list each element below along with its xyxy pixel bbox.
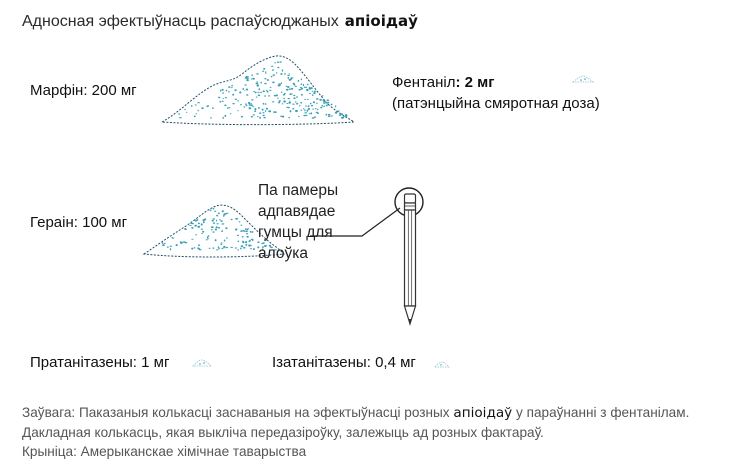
fentanyl-label: Фентаніл: 2 мг bbox=[392, 74, 495, 91]
morphine-label: Марфін: 200 мг bbox=[30, 82, 137, 99]
pencil-icon bbox=[398, 192, 422, 328]
footer-note-line2: Дакладная колькасць, якая выкліча передазіроўку, залежыць ад розных фактараў. bbox=[22, 425, 544, 440]
isotonitazene-name: Ізатанітазены bbox=[272, 354, 367, 371]
heroin-amount: 100 мг bbox=[82, 214, 128, 231]
protonitazene-amount: 1 мг bbox=[141, 354, 170, 371]
eraser-callout-text: Па памеры адпавядае гумцы для алоўка bbox=[258, 182, 339, 262]
footer-note-suffix: у параўнанні з фентанілам. bbox=[516, 405, 690, 420]
protonitazene-name: Пратанітазены bbox=[30, 354, 133, 371]
footer-note-prefix: Заўвага: Паказаныя колькасці заснаваныя на эфектыўнасці розных bbox=[22, 405, 450, 420]
morphine-amount: 200 мг bbox=[91, 82, 137, 99]
fentanyl-name: Фентаніл bbox=[392, 74, 456, 91]
heroin-label: Гераін: 100 мг bbox=[30, 214, 128, 231]
fentanyl-note: (патэнцыйна смяротная доза) bbox=[392, 95, 600, 112]
footer-note-accent: апіоідаў bbox=[453, 405, 513, 421]
heroin-name: Гераін bbox=[30, 214, 74, 231]
morphine-name: Марфін bbox=[30, 82, 84, 99]
footer-note bbox=[22, 405, 689, 421]
fentanyl-amount: 2 мг bbox=[464, 74, 495, 91]
protonitazene-label: Пратанітазены: 1 мг bbox=[30, 354, 170, 371]
title-text: Адносная эфектыўнасць распаўсюджаных bbox=[22, 13, 339, 30]
title-accent: апіоідаў bbox=[344, 12, 418, 30]
footer-source: Крыніца: Амерыканскае хімічнае таварыства bbox=[22, 444, 307, 459]
isotonitazene-amount: 0,4 мг bbox=[375, 354, 416, 371]
protonitazene-powder-pile bbox=[192, 358, 212, 368]
isotonitazene-powder-pile bbox=[434, 360, 450, 368]
isotonitazene-label: Ізатанітазены: 0,4 мг bbox=[272, 354, 416, 371]
